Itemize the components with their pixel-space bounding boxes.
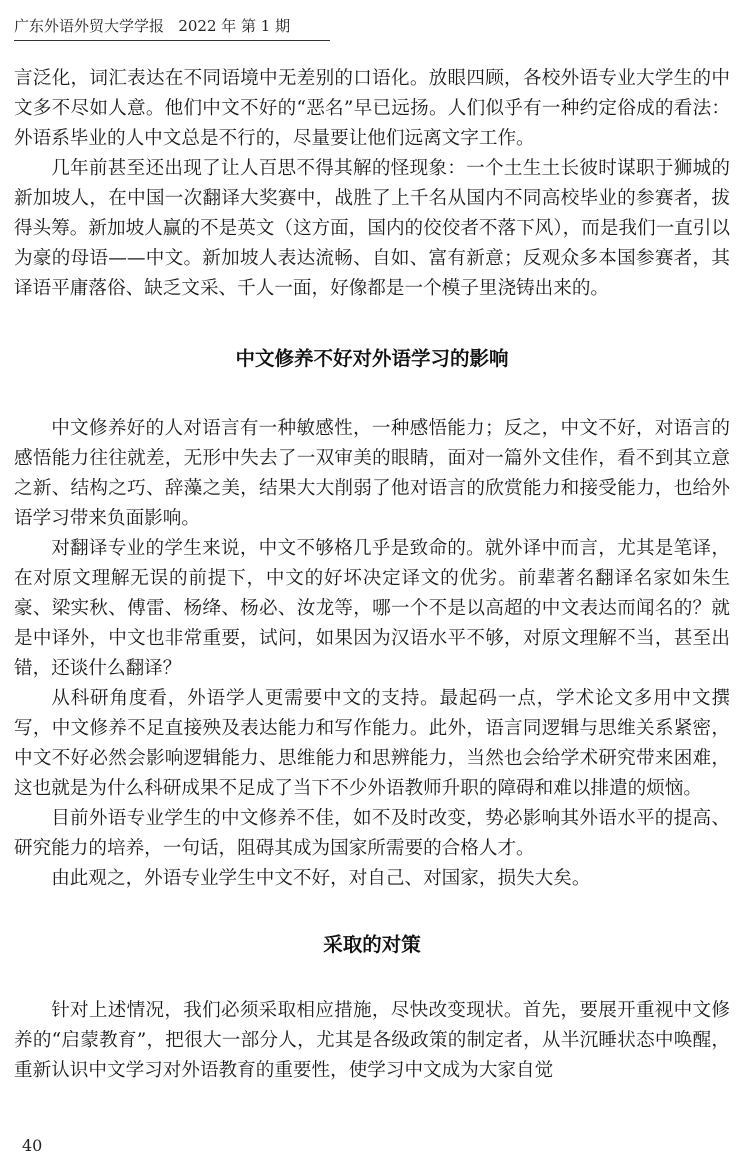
article-body	[14, 64, 730, 1086]
page-number: 40	[22, 1136, 43, 1155]
issue-info: 2022 年 第 1 期	[178, 17, 291, 35]
paragraph: 对翻译专业的学生来说，中文不够格几乎是致命的。就外译中而言，尤其是笔译，在对原文理解无误的前提下，中文的好坏决定译文的优劣。前辈著名翻译名家如朱生豪、梁实秋、傅雷、杨绛、杨必、汝龙等，哪一个不是以高超的中文表达而闻名的？就是中译外，中文也非常重要，试问，如果因为汉语水平不够，对原文理解不当，甚至出错，还谈什么翻译？	[14, 538, 730, 679]
paragraph: 中文修养好的人对语言有一种敏感性，一种感悟能力；反之，中文不好，对语言的感悟能力往往就差，无形中失去了一双审美的眼睛，面对一篇外文佳作，看不到其立意之新、结构之巧、辞藻之美，结果大大削弱了他对语言的欣赏能力和接受能力，也给外语学习带来负面影响。	[14, 418, 730, 529]
header-rule	[14, 40, 330, 41]
paragraph: 由此观之，外语专业学生中文不好，对自己、对国家，损失大矣。	[51, 868, 591, 889]
journal-name: 广东外语外贸大学学报	[14, 17, 165, 35]
paragraph: 言泛化，词汇表达在不同语境中无差别的口语化。放眼四顾，各校外语专业大学生的中文多不尽如人意。他们中文不好的“恶名”早已远扬。人们似乎有一种约定俗成的看法：外语系毕业的人中文总是不行的，尽量要让他们远离文字工作。	[14, 68, 730, 149]
section-heading-countermeasures: 采取的对策	[323, 933, 421, 956]
section-heading-impact: 中文修养不好对外语学习的影响	[235, 347, 509, 370]
paragraph: 几年前甚至还出现了让人百思不得其解的怪现象：一个土生土长彼时谋职于狮城的新加坡人，在中国一次翻译大奖赛中，战胜了上千名从国内不同高校毕业的参赛者，拔得头筹。新加坡人赢的不是英文（这方面，国内的佼佼者不落下风），而是我们一直引以为豪的母语——中文。新加坡人表达流畅、自如、富有新意；反观众多本国参赛者，其译语平庸落俗、缺乏文采、千人一面，好像都是一个模子里浇铸出来的。	[14, 158, 730, 299]
paragraph: 从科研角度看，外语学人更需要中文的支持。最起码一点，学术论文多用中文撰写，中文修养不足直接殃及表达能力和写作能力。此外，语言同逻辑与思维关系紧密，中文不好必然会影响逻辑能力、思维能力和思辨能力，当然也会给学术研究带来困难，这也就是为什么科研成果不足成了当下不少外语教师升职的障碍和难以排遣的烦恼。	[14, 688, 730, 799]
paragraph: 目前外语专业学生的中文修养不佳，如不及时改变，势必影响其外语水平的提高、研究能力的培养，一句话，阻碍其成为国家所需要的合格人才。	[14, 808, 730, 859]
paragraph: 针对上述情况，我们必须采取相应措施，尽快改变现状。首先，要展开重视中文修养的“启蒙教育”，把很大一部分人，尤其是各级政策的制定者，从半沉睡状态中唤醒，重新认识中文学习对外语教育的重要性，使学习中文成为大家自觉	[14, 1000, 730, 1081]
running-header	[14, 16, 290, 36]
